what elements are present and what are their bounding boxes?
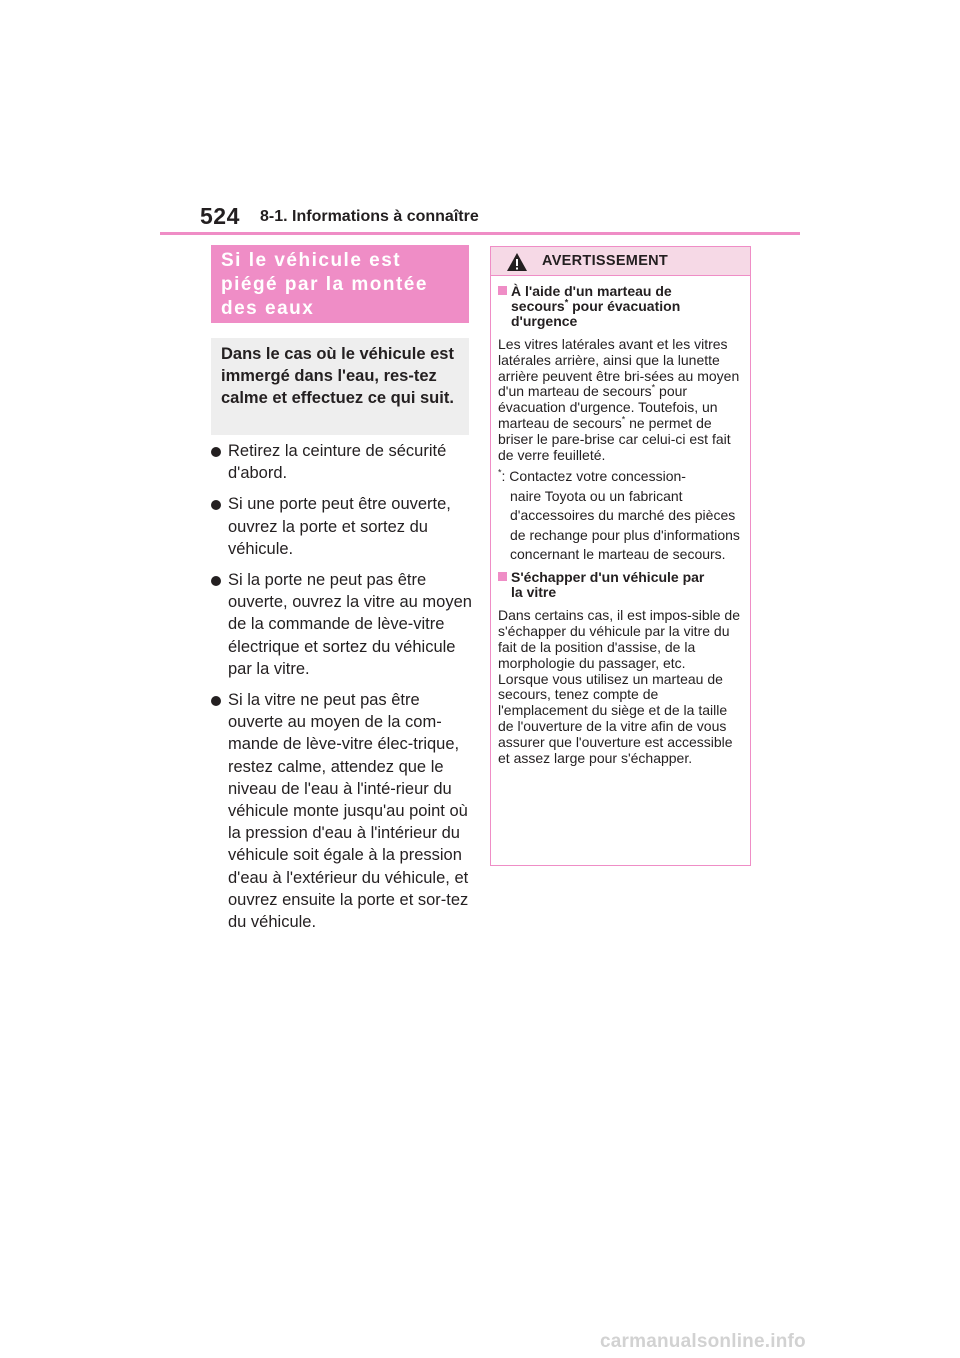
warning-subheading bbox=[498, 284, 742, 329]
warning-title: AVERTISSEMENT bbox=[542, 253, 669, 269]
list-item-text: Retirez la ceinture de sécurité d'abord. bbox=[228, 442, 447, 483]
subheading-text: d'urgence bbox=[511, 313, 578, 329]
paragraph-text: ne permet de briser le pare-brise car celui-ci est fait de verre feuilleté. bbox=[498, 414, 731, 463]
warning-subheading bbox=[498, 570, 742, 600]
topic-title-line: Si le véhicule est bbox=[221, 250, 402, 271]
warning-header bbox=[491, 247, 750, 276]
footnote-text: : Contactez votre concession- bbox=[501, 468, 686, 485]
instruction-list bbox=[210, 440, 472, 942]
asterisk-mark: * bbox=[498, 467, 502, 478]
paragraph-text: Les vitres latérales avant et les vitres latérales arrière, ainsi que la lunette arrière peuvent être bri-sées au moyen d'un marteau de secours bbox=[498, 336, 740, 400]
header-rule bbox=[160, 232, 800, 235]
asterisk-mark: * bbox=[621, 414, 626, 425]
subheading-text: pour évacuation bbox=[568, 298, 681, 314]
list-item-text: Si la porte ne peut pas être ouverte, ouvrez la vitre au moyen de la commande de lève-vitre électrique et sortez du véhicule par la vitre. bbox=[228, 571, 472, 678]
list-item bbox=[210, 569, 472, 680]
bullet-icon bbox=[211, 576, 221, 586]
footnote-text: naire Toyota ou un fabricant d'accessoires du marché des pièces de rechange pour plus d'informations concernant le marteau de secours. bbox=[510, 487, 740, 562]
paragraph-text: pour évacuation d'urgence. Toutefois, un marteau de secours bbox=[498, 383, 718, 431]
asterisk-mark: * bbox=[651, 382, 656, 393]
warning-content bbox=[491, 276, 750, 766]
page-number: 524 bbox=[200, 203, 240, 229]
section-title: 8-1. Informations à connaître bbox=[260, 208, 479, 225]
list-item-text: Si une porte peut être ouverte, ouvrez la porte et sortez du véhicule. bbox=[228, 495, 451, 558]
asterisk-mark: * bbox=[564, 297, 569, 308]
square-bullet-icon bbox=[498, 286, 507, 295]
intro-text: Dans le cas où le véhicule est immergé dans l'eau, res-tez calme et effectuez ce qui suit. bbox=[221, 345, 454, 407]
topic-title-line: piégé par la montée bbox=[221, 274, 428, 295]
topic-title-line: des eaux bbox=[221, 298, 315, 319]
warning-triangle-icon bbox=[506, 252, 528, 272]
warning-paragraph: Lorsque vous utilisez un marteau de secours, tenez compte de l'emplacement du siège et de la taille de l'ouverture de la vitre afin de vous assurer que l'ouverture est accessible et assez large pour s'échapper. bbox=[498, 670, 733, 766]
subheading-text: la vitre bbox=[511, 584, 557, 601]
bullet-icon bbox=[211, 696, 221, 706]
list-item bbox=[210, 689, 472, 933]
watermark: carmanualsonline.info bbox=[600, 1331, 806, 1352]
subheading-text: secours bbox=[511, 298, 565, 314]
warning-paragraph bbox=[498, 337, 742, 463]
bullet-icon bbox=[211, 500, 221, 510]
warning-box bbox=[490, 246, 751, 866]
list-item bbox=[210, 440, 472, 484]
square-bullet-icon bbox=[498, 572, 507, 581]
warning-paragraph: Dans certains cas, il est impos-sible de s'échapper du véhicule par la vitre du fait de la position d'assise, de la morphologie du passager, etc. bbox=[498, 607, 740, 671]
intro-box bbox=[211, 338, 469, 435]
list-item bbox=[210, 493, 472, 560]
subheading-text: S'échapper d'un véhicule par bbox=[511, 569, 705, 586]
bullet-icon bbox=[211, 447, 221, 457]
footnote bbox=[498, 467, 742, 564]
subheading-text: À l'aide d'un marteau de bbox=[511, 283, 672, 299]
topic-title-box bbox=[211, 245, 469, 323]
list-item-text: Si la vitre ne peut pas être ouverte au moyen de la com-mande de lève-vitre élec-trique, restez calme, attendez que le niveau de l'eau à l'inté-rieur du véhicule monte jusqu'au point où la pression d'eau à l'intérieur du véhicule soit égale à la pression d'eau à l'extérieur du véhicule, et ouvrez ensuite la porte et sor-tez du véhicule. bbox=[228, 691, 469, 932]
